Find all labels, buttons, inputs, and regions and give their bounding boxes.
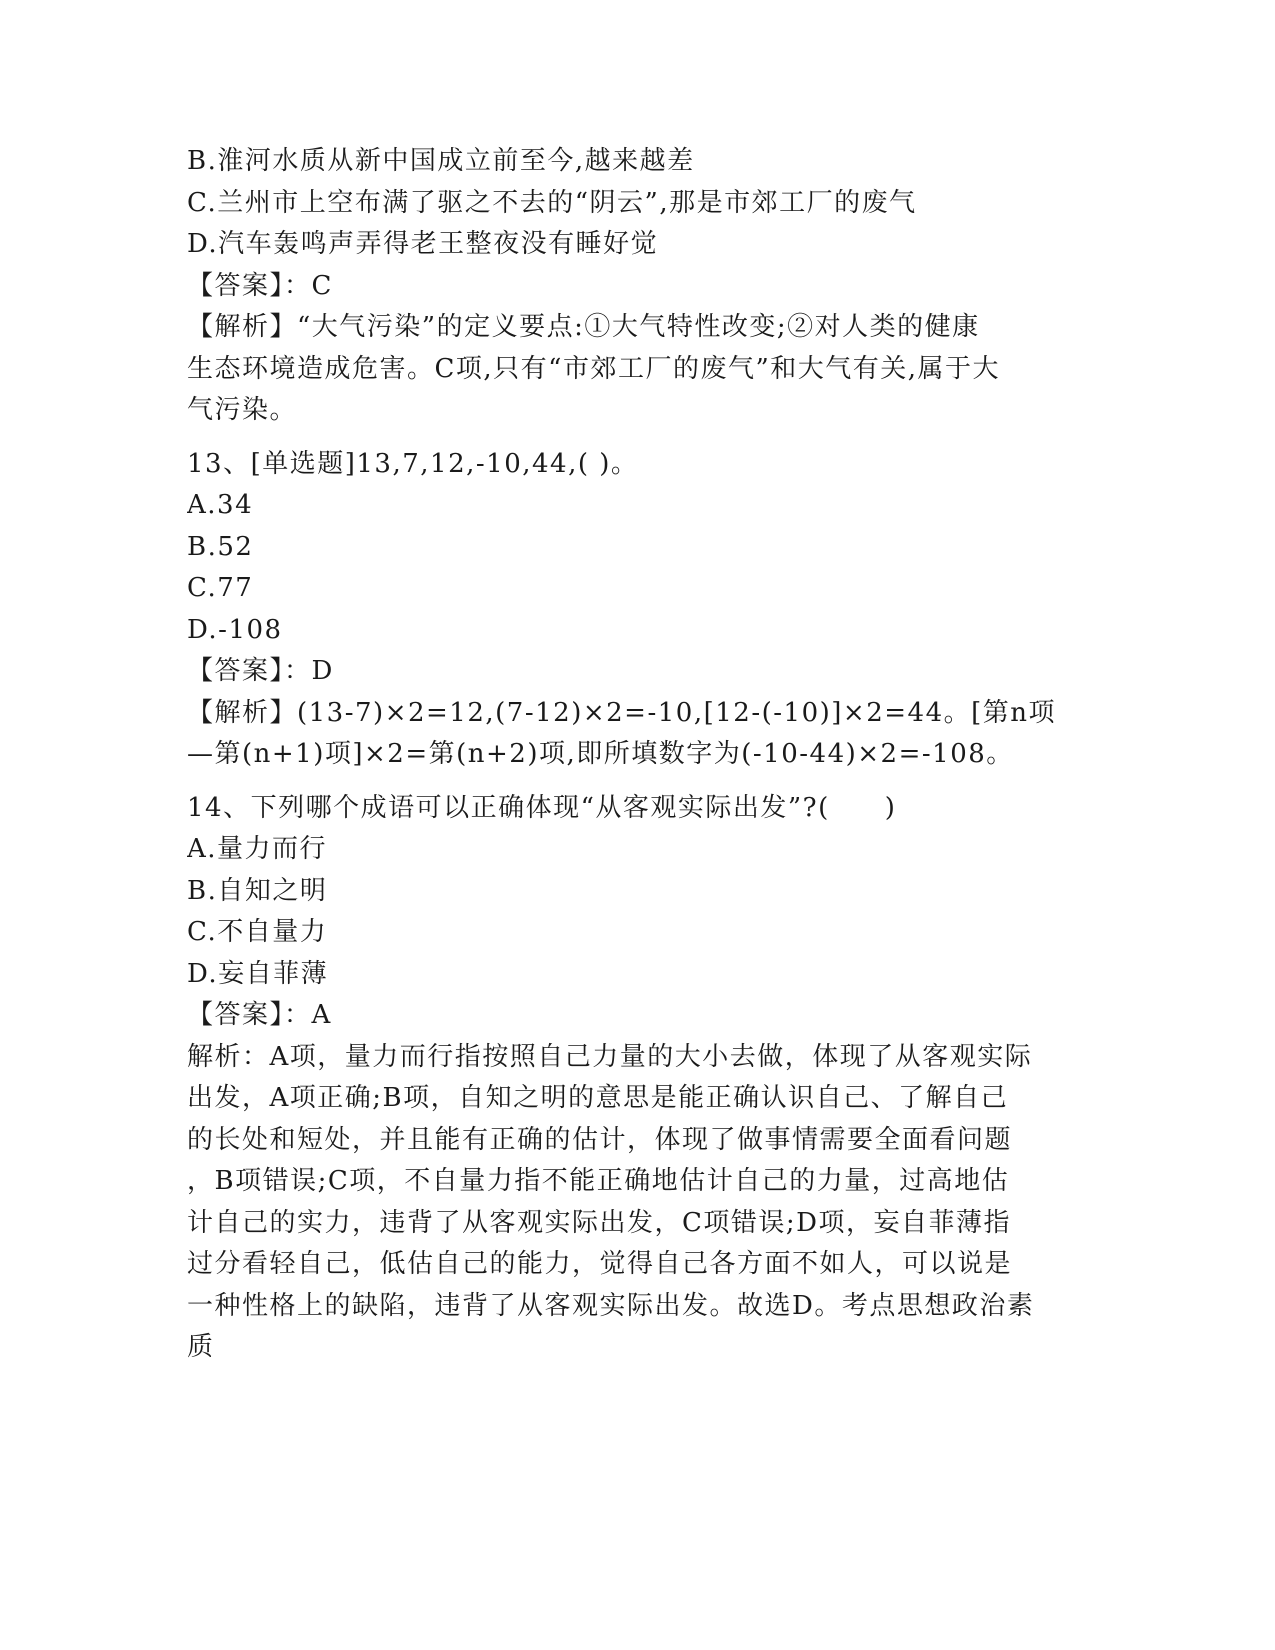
question-12-tail xyxy=(187,141,1087,1369)
answer-line: 【答案】：C xyxy=(187,270,333,301)
option-c: C.77 xyxy=(187,573,254,603)
analysis-line: 气污染。 xyxy=(187,395,298,425)
analysis-line: 计自己的实力，违背了从客观实际出发，C项错误;D项，妄自菲薄指 xyxy=(187,1207,1011,1238)
analysis-line: 【解析】(13-7)×2=12,(7-12)×2=-10,[12-(-10)]×2=44。[第n项 xyxy=(187,697,1057,728)
analysis-line: 【解析】“大气污染”的定义要点:①大气特性改变;②对人类的健康 xyxy=(187,312,980,342)
option-c: C.不自量力 xyxy=(187,917,328,947)
analysis-line: 的长处和短处，并且能有正确的估计，体现了做事情需要全面看问题 xyxy=(187,1124,1013,1155)
analysis-line: 质 xyxy=(187,1332,215,1362)
option-d: D.汽车轰鸣声弄得老王整夜没有睡好觉 xyxy=(187,229,659,259)
answer-line: 【答案】：A xyxy=(187,1000,332,1030)
answer-line: 【答案】：D xyxy=(187,656,334,686)
option-b: B.52 xyxy=(187,531,254,562)
analysis-line: 出发，A项正确;B项，自知之明的意思是能正确认识自己、了解自己 xyxy=(187,1083,1009,1113)
option-a: A.量力而行 xyxy=(187,834,328,864)
analysis-line: —第(n+1)项]×2=第(n+2)项,即所填数字为(-10-44)×2=-108。 xyxy=(187,739,1014,769)
analysis-line: 一种性格上的缺陷，违背了从客观实际出发。故选D。考点思想政治素 xyxy=(187,1290,1035,1321)
analysis-line: 生态环境造成危害。C项,只有“市郊工厂的废气”和大气有关,属于大 xyxy=(187,353,1001,384)
analysis-line: 过分看轻自己，低估自己的能力，觉得自己各方面不如人，可以说是 xyxy=(187,1249,1013,1279)
question-13-stem: 13、[单选题]13,7,12,-10,44,( )。 xyxy=(187,448,639,479)
option-a: A.34 xyxy=(187,490,254,520)
option-b: B.自知之明 xyxy=(187,875,328,906)
analysis-line: ，B项错误;C项，不自量力指不能正确地估计自己的力量，过高地估 xyxy=(187,1166,1010,1196)
question-14-stem: 14、下列哪个成语可以正确体现“从客观实际出发”?( ) xyxy=(187,792,897,823)
option-d: D.-108 xyxy=(187,614,283,645)
option-d: D.妄自菲薄 xyxy=(187,958,329,989)
option-c: C.兰州市上空布满了驱之不去的“阴云”,那是市郊工厂的废气 xyxy=(187,187,917,218)
option-b: B.淮河水质从新中国成立前至今,越来越差 xyxy=(187,146,695,176)
analysis-line: 解析：A项，量力而行指按照自己力量的大小去做，体现了从客观实际 xyxy=(187,1041,1033,1072)
